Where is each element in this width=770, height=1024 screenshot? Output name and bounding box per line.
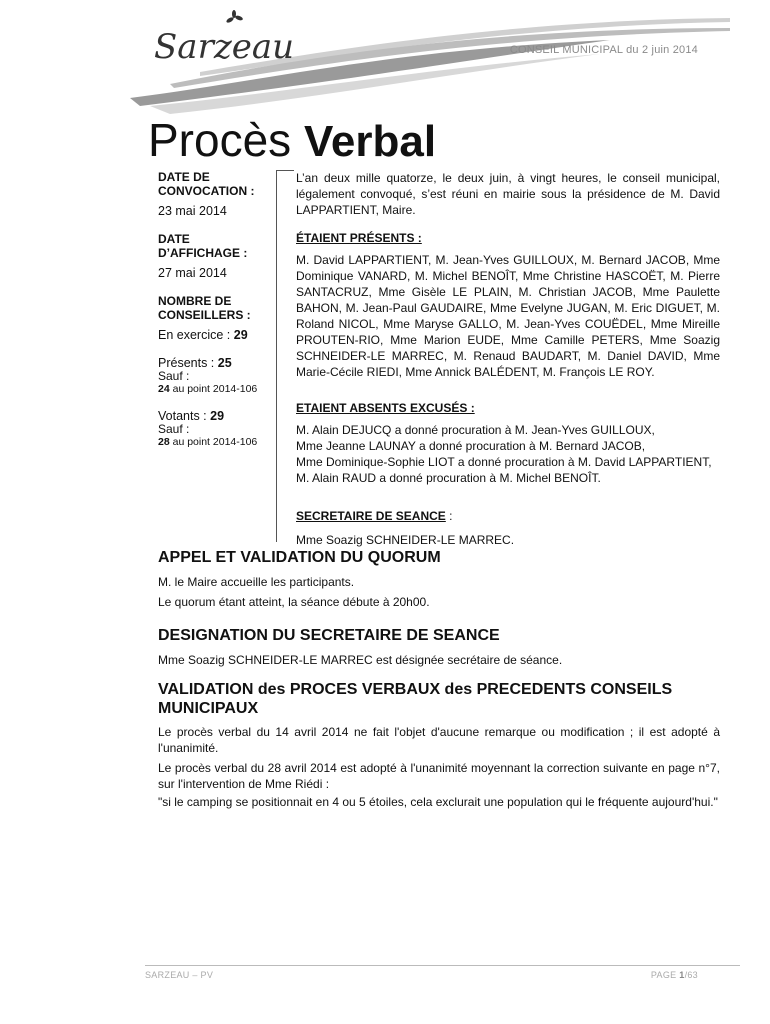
pv-title-line2: MUNICIPAUX [158, 700, 259, 717]
absent-item: M. Alain DEJUCQ a donné procuration à M. Jean-Yves GUILLOUX, [296, 423, 655, 437]
intro-paragraph: L’an deux mille quatorze, le deux juin, à vingt heures, le conseil municipal, légalement convoqué, s’est réuni en mairie sous la présidence de M. David LAPPARTIENT, Maire. [296, 171, 720, 217]
presents-list: M. David LAPPARTIENT, M. Jean-Yves GUILLOUX, M. Bernard JACOB, Mme Dominique VANARD, M. Michel BENOÎT, Mme Christine HASCOËT, M. Pierre SANTACRUZ, Mme Gisèle LE PLAIN, M. Christian JACOB, Mme Paulette BAHON, M. Jean-Paul GAUDAIRE, Mme Evelyne JUGAN, M. Eric DIGUET, M. Roland NICOL, Mme Maryse GALLO, M. Jean-Yves COUËDEL, Mme Mireille PROUTEN-RIO, Mme Marion EUDE, Mme Camille PETERS, Mme Soazig SCHNEIDER-LE MARREC, M. Renaud BAUDART, M. Daniel DAVID, Mme Marie-Cécile RIEDI, Mme Annick BALÉDENT, M. François LE ROY. [296, 253, 720, 379]
document-title [148, 112, 436, 170]
votants-label: Votants : [158, 409, 207, 423]
document-header-meta: CONSEIL MUNICIPAL du 2 juin 2014 [509, 44, 698, 56]
attendance-column [296, 170, 720, 548]
affichage-value: 27 mai 2014 [158, 266, 227, 280]
column-divider [276, 170, 277, 542]
quorum-title: APPEL ET VALIDATION DU QUORUM [158, 549, 441, 566]
convocation-value: 23 mai 2014 [158, 204, 227, 218]
absent-item: Mme Jeanne LAUNAY a donné procuration à M. Bernard JACOB, [296, 439, 646, 453]
presents-heading-text: ÉTAIENT PRÉSENTS : [296, 231, 422, 245]
exercice-line [158, 328, 273, 342]
absents-heading [296, 400, 720, 416]
footer-page-prefix: PAGE [650, 970, 680, 980]
secretaire-colon: : [445, 509, 453, 523]
absent-item: Mme Dominique-Sophie LIOT a donné procuration à M. David LAPPARTIENT, [296, 455, 712, 469]
quorum-p2: Le quorum étant atteint, la séance débute à 20h00. [158, 595, 430, 609]
secretaire-heading [296, 508, 720, 524]
presents-label: Présents : [158, 356, 215, 370]
title-light: Procès [148, 114, 292, 166]
votants-value: 29 [210, 409, 225, 423]
votants-sauf-point: au point 2014-106 [172, 436, 258, 448]
secretaire-heading-text: SECRETAIRE DE SEANCE [296, 509, 446, 523]
absents-heading-text: ETAIENT ABSENTS EXCUSÉS : [296, 401, 475, 415]
votants-sauf: Sauf : [158, 422, 190, 436]
exercice-value: 29 [233, 328, 248, 342]
conseillers-label: NOMBRE DE CONSEILLERS : [158, 294, 251, 322]
votants-line [158, 409, 273, 423]
quorum-p1: M. le Maire accueille les participants. [158, 575, 355, 589]
secretaire-section-p1: Mme Soazig SCHNEIDER-LE MARREC est désignée secrétaire de séance. [158, 653, 563, 667]
presents-sauf-num: 24 [158, 383, 170, 395]
pv-p2: Le procès verbal du 28 avril 2014 est adopté à l'unanimité moyennant la correction suivante en page n°7, sur l'intervention de Mme Riédi : [158, 761, 720, 791]
footer-page-total: /63 [684, 970, 698, 980]
sidebar-meta [158, 170, 273, 448]
votants-sauf-detail [158, 436, 273, 448]
presents-sauf-detail [158, 383, 273, 395]
column-divider-cap [276, 170, 294, 171]
footer-left: SARZEAU – PV [145, 970, 214, 980]
secretaire-section-title: DESIGNATION DU SECRETAIRE DE SEANCE [158, 627, 500, 644]
presents-sauf-point: au point 2014-106 [172, 383, 258, 395]
pv-p3: "si le camping se positionnait en 4 ou 5 étoiles, cela exclurait une population qui le fréquente aujourd'hui." [158, 795, 718, 809]
pv-title [158, 680, 720, 718]
convocation-label: DATE DE CONVOCATION : [158, 170, 255, 198]
pv-p1: Le procès verbal du 14 avril 2014 ne fait l'objet d'aucune remarque ou modification ; il est adopté à l'unanimité. [158, 725, 720, 755]
presents-line [158, 356, 273, 370]
votants-sauf-num: 28 [158, 436, 170, 448]
secretaire-name: Mme Soazig SCHNEIDER-LE MARREC. [296, 533, 515, 547]
absents-list [296, 422, 720, 486]
presents-sauf: Sauf : [158, 369, 190, 383]
logo-text: Sarzeau [154, 27, 295, 67]
affichage-label: DATE D’AFFICHAGE : [158, 232, 248, 260]
footer-page-current: 1 [679, 970, 685, 980]
presents-value: 25 [217, 356, 232, 370]
presents-heading [296, 230, 720, 246]
footer-rule [145, 965, 740, 966]
exercice-label: En exercice : [158, 328, 231, 342]
footer-page-number [651, 970, 698, 980]
pv-title-line1: VALIDATION des PROCES VERBAUX des PRECEDENTS CONSEILS [158, 681, 673, 698]
absent-item: M. Alain RAUD a donné procuration à M. Michel BENOÎT. [296, 471, 601, 485]
body-sections [158, 548, 720, 810]
title-bold: Verbal [303, 117, 437, 166]
